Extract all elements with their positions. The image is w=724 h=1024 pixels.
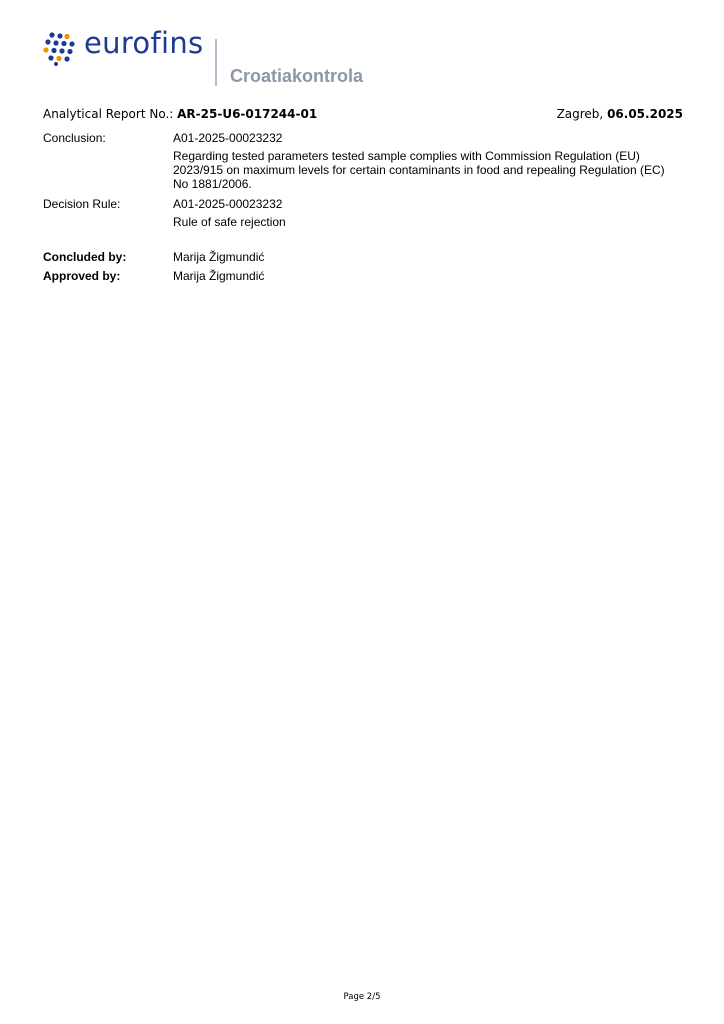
concluded-by-name: Marija Žigmundić	[173, 250, 265, 264]
report-number: AR-25-U6-017244-01	[177, 107, 318, 121]
logo-dots-icon	[43, 32, 77, 66]
logo-wordmark: eurofins	[84, 26, 204, 60]
conclusion-text: Regarding tested parameters tested sample complies with Commission Regulation (EU) 2023/915 on maximum levels for certain contaminants in food and repealing Regulation (EC) No 1881/2006.	[173, 149, 665, 191]
report-date: 06.05.2025	[607, 107, 683, 121]
company-logo	[43, 26, 383, 92]
decision-rule-text: Rule of safe rejection	[173, 215, 286, 229]
approved-by-label: Approved by:	[43, 269, 121, 283]
logo-divider	[215, 39, 217, 86]
decision-rule-label: Decision Rule:	[43, 197, 121, 211]
approved-by-name: Marija Žigmundić	[173, 269, 265, 283]
concluded-by-label: Concluded by:	[43, 250, 127, 264]
conclusion-label: Conclusion:	[43, 131, 106, 145]
report-number-block	[43, 107, 317, 121]
report-label: Analytical Report No.:	[43, 107, 174, 121]
report-header-line	[43, 107, 683, 125]
report-location: Zagreb,	[556, 107, 604, 121]
page-number: Page 2/5	[343, 992, 381, 1002]
conclusion-value	[173, 131, 683, 191]
decision-rule-value	[173, 197, 683, 229]
report-date-block	[557, 107, 683, 121]
logo-subtitle: Croatiakontrola	[230, 66, 364, 86]
decision-rule-code: A01-2025-00023232	[173, 197, 283, 211]
conclusion-code: A01-2025-00023232	[173, 131, 283, 145]
